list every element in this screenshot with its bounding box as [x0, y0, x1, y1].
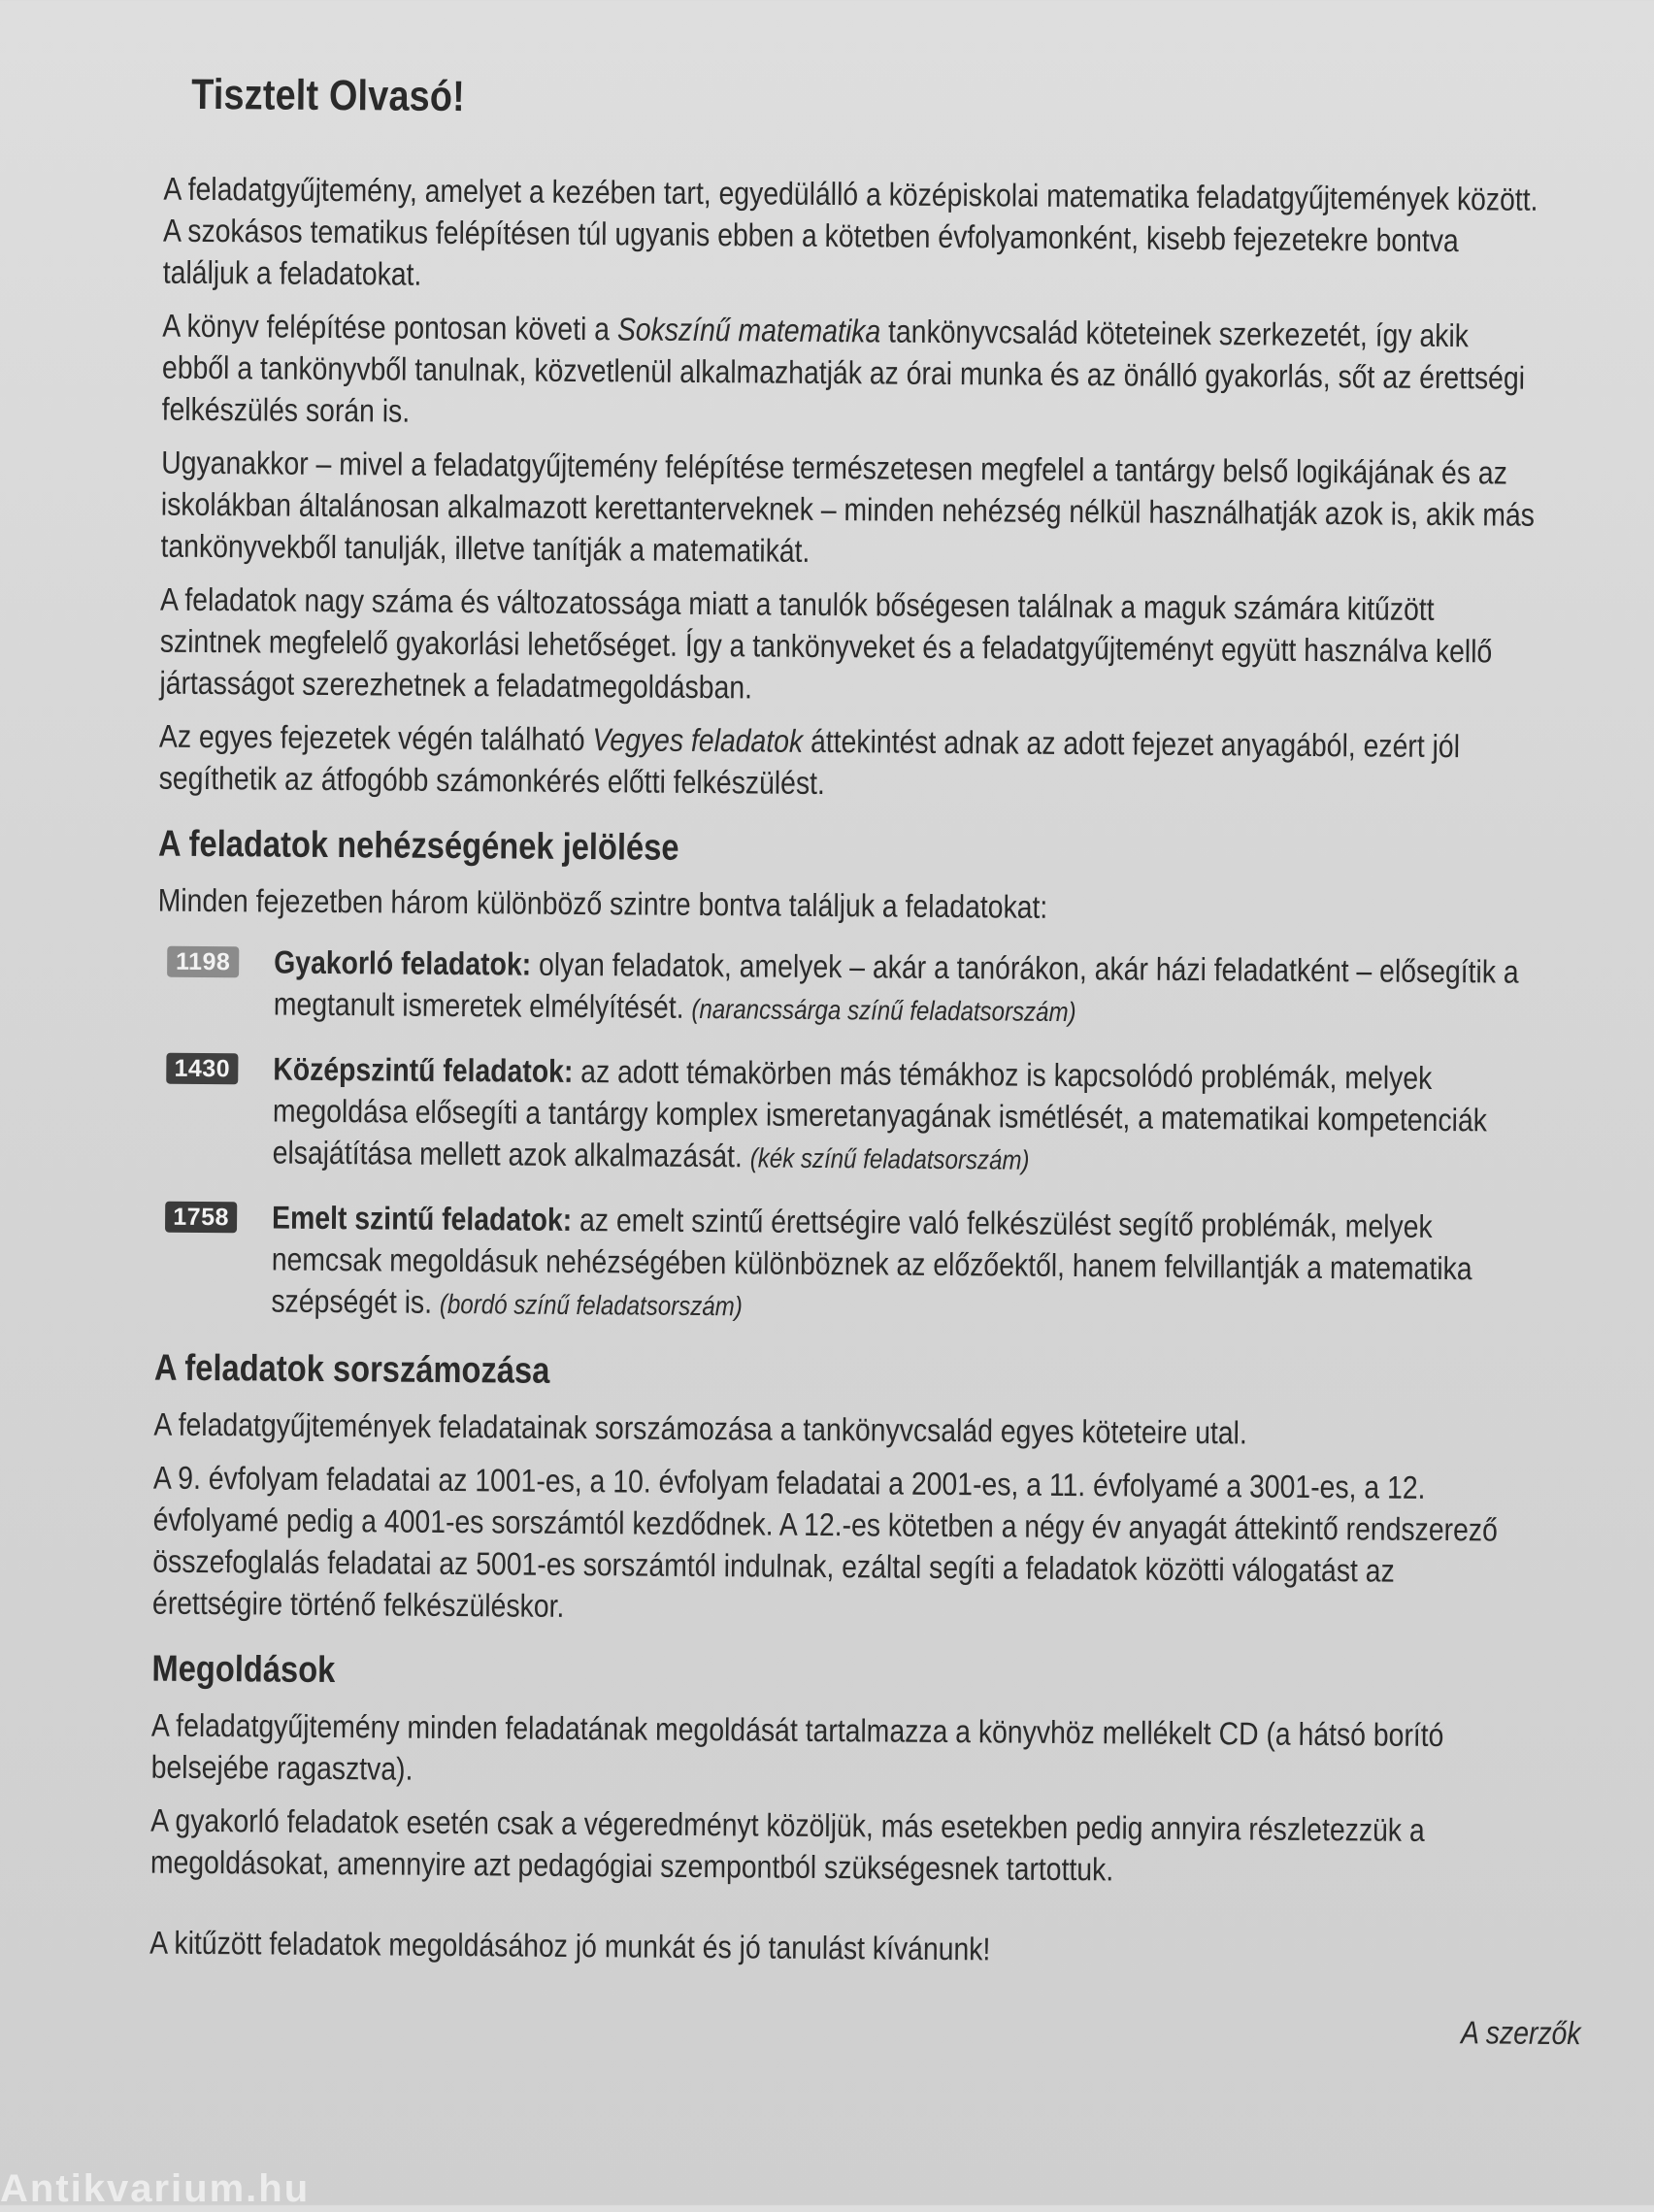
intro-p5-text-before: Az egyes fejezetek végén található	[159, 718, 593, 758]
level-advanced-text	[271, 1197, 1540, 1334]
intro-paragraph-3: Ugyanakkor – mivel a feladatgyűjtemény felépítése természetesen megfelel a tantárgy belső logikájának és az iskolákban általánosan alkalmazott kerettanterveknek – minden nehézség nélkül használhatják azok is, akik más tankönyvekből tanulják, illetve tanítják a matematikát.	[160, 442, 1538, 578]
numbering-heading: A feladatok sorszámozása	[154, 1348, 1343, 1400]
level-advanced-description: az emelt szintű érettségire való felkészülést segítő problémák, melyek nemcsak megoldásuk nehézségében különböznek az előzőektől, hanem felvillantják a matematika szépségét is.	[271, 1202, 1472, 1320]
closing-sentence: A kitűzött feladatok megoldásához jó munkát és jó tanulást kívánunk!	[149, 1922, 1527, 1974]
intro-p2-text-after: tankönyvcsalád köteteinek szerkezetét, így akik ebből a tankönyvből tanulnak, közvetlenül alkalmazhatják az órai munka és az önálló gyakorlás, sőt az érettségi felkészülés során is.	[162, 313, 1526, 428]
level-practice-description: olyan feladatok, amelyek – akár a tanórákon, akár házi feladatként – elősegítik a megtanult ismeretek elmélyítését.	[274, 946, 1519, 1025]
intro-p5-section-name: Vegyes feladatok	[592, 721, 803, 759]
page-title: Tisztelt Olvasó!	[191, 71, 1357, 128]
intro-paragraph-4: A feladatok nagy száma és változatossága miatt a tanulók bőségesen találnak a maguk számára kitűzött szintnek megfelelő gyakorlási lehetőséget. Így a tankönyveket és a feladatgyűjteményt együtt használva kellő jártasságot szerezhetnek a feladatmegoldásban.	[159, 578, 1538, 714]
intro-paragraph-5	[159, 715, 1538, 809]
level-practice-badge: 1198	[167, 946, 239, 978]
level-advanced	[154, 1196, 1538, 1334]
difficulty-lead: Minden fejezetben három különböző szintre bontva találjuk a feladatokat:	[158, 879, 1536, 932]
level-intermediate-description: az adott témakörben más témákhoz is kapcsolódó problémák, melyek megoldása elősegíti a tantárgy komplex ismeretanyagának ismétlését, a matematikai kompetenciák elsajátítása mellett azok alkalmazását.	[273, 1053, 1488, 1173]
level-intermediate-badge: 1430	[166, 1053, 238, 1085]
level-intermediate-name: Középszintű feladatok:	[273, 1051, 573, 1089]
level-intermediate	[155, 1047, 1538, 1185]
level-practice-name: Gyakorló feladatok:	[274, 944, 531, 982]
intro-p2-book-title: Sokszínű matematika	[617, 311, 881, 348]
level-advanced-note: (bordó színű feladatsorszám)	[440, 1289, 743, 1321]
level-advanced-name: Emelt szintű feladatok:	[272, 1200, 572, 1238]
intro-p2-text-before: A könyv felépítése pontosan követi a	[162, 308, 617, 347]
level-practice	[157, 941, 1540, 1037]
level-intermediate-note: (kék színű feladatsorszám)	[750, 1142, 1030, 1174]
level-practice-text	[274, 941, 1543, 1037]
solutions-paragraph-1: A feladatgyűjtemény minden feladatának megoldását tartalmazza a könyvhöz mellékelt CD (a hátsó borító belsejébe ragasztva).	[151, 1704, 1530, 1799]
intro-p5-text-after: áttekintést adnak az adott fejezet anyagából, ezért jól segíthetik az átfogóbb számonkérés előtti felkészülést.	[159, 723, 1461, 801]
numbering-paragraph-2: A 9. évfolyam feladatai az 1001-es, a 10. évfolyam feladatai a 2001-es, a 11. évfolyamé a 3001-es, a 12. évfolyamé pedig a 4001-es sorszámtól kezdődnek. A 12.-es kötetben a négy év anyagát áttekintő rendszerező összefoglalás feladatai az 5001-es sorszámtól indulnak, ezáltal segíti a feladatok közötti válogatást az érettségire történő felkészüléskor.	[152, 1457, 1531, 1634]
solutions-paragraph-2: A gyakorló feladatok esetén csak a végeredményt közöljük, más esetekben pedig annyira részletezzük a megoldásokat, amennyire azt pedagógiai szempontból szükségesnek tartottuk.	[150, 1799, 1529, 1894]
intro-paragraph-1: A feladatgyűjtemény, amelyet a kezében tart, egyedülálló a középiskolai matematika feladatgyűjtemények között. A szokásos tematikus felépítésen túl ugyanis ebben a kötetben évfolyamonként, kisebb fejezetekre bontva találjuk a feladatokat.	[163, 168, 1541, 304]
solutions-heading: Megoldások	[151, 1649, 1340, 1700]
intro-paragraph-2	[162, 305, 1540, 441]
level-practice-note: (narancssárga színű feladatsorszám)	[691, 994, 1075, 1027]
level-intermediate-text	[272, 1048, 1541, 1185]
level-advanced-badge: 1758	[165, 1202, 237, 1234]
numbering-paragraph-1: A feladatgyűjtemények feladatainak sorszámozása a tankönyvcsalád egyes köteteire utal.	[153, 1403, 1531, 1456]
signature: A szerzők	[349, 2005, 1581, 2052]
watermark: Antikvarium.hu	[0, 2167, 310, 2211]
difficulty-heading: A feladatok nehézségének jelölése	[158, 824, 1347, 875]
